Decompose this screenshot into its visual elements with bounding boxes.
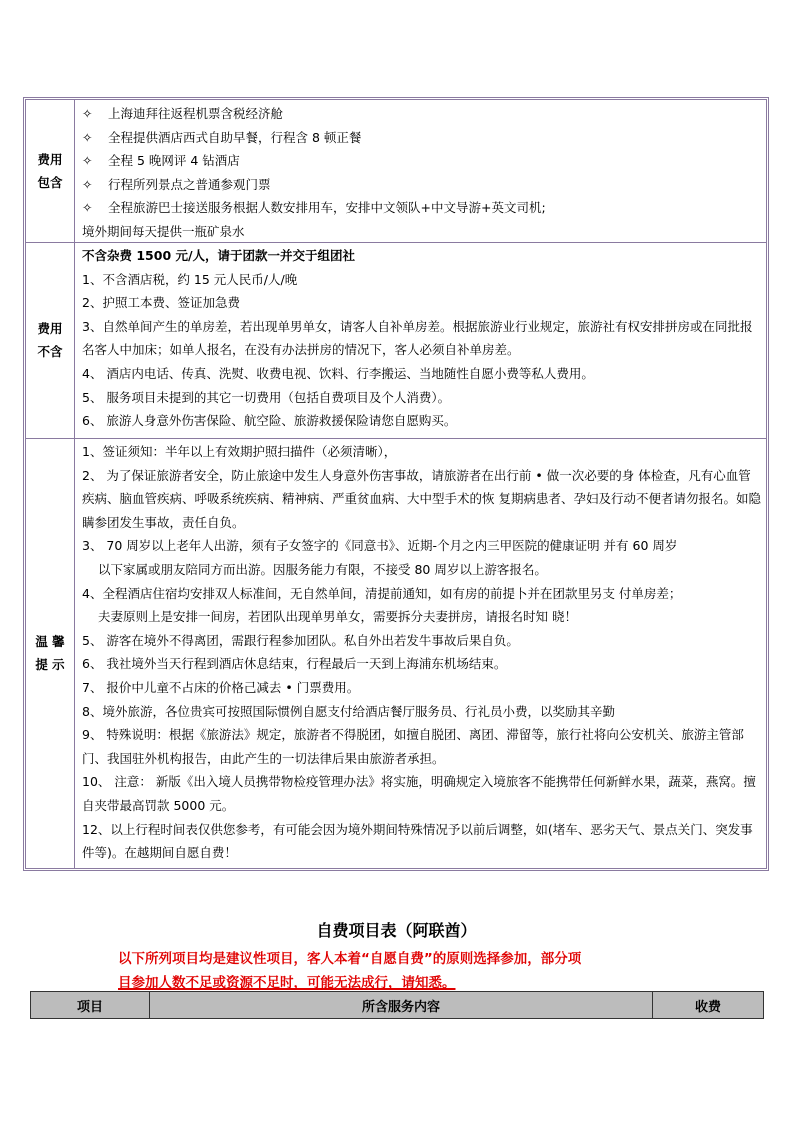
column-header-item: 项目 [31, 992, 150, 1018]
list-item: 3、自然单间产生的单房差，若出现单男单女，请客人自补单房差。根据旅游业行业规定，旅游社有权安排拼房或在同批报名客人中加床；如单人报名，在没有办法拼房的情况下，客人必须自补单房差。 [82, 318, 753, 358]
list-item: 1、不含酒店税，约 15 元人民币/人/晚 [82, 271, 298, 287]
list-item: 6、 我社境外当天行程到酒店休息结束，行程最后一天到上海浦东机场结束。 [82, 656, 507, 672]
optional-note-line2: 目参加人数不足或资源不足时，可能无法成行，请知悉。 [118, 975, 456, 991]
tips-label: 温 馨 提 示 [26, 438, 75, 868]
itinerary-terms-table [23, 97, 769, 871]
list-item: 1、签证须知：半年以上有效期护照扫描件（必须清晰）， [82, 444, 397, 459]
column-header-services: 所含服务内容 [150, 992, 653, 1018]
fee-included-row [26, 100, 766, 243]
diamond-bullet-icon: ✧ [82, 153, 93, 169]
list-item: 8、境外旅游，各位贵宾可按照国际惯例自愿支付给酒店餐厅服务员、行礼员小费，以奖励其辛勤 [82, 703, 615, 719]
diamond-bullet-icon: ✧ [82, 129, 93, 145]
fee-excluded-label: 费用 不含 [26, 242, 75, 438]
list-item: 境外期间每天提供一瓶矿泉水 [82, 223, 245, 239]
optional-items-title: 自费项目表（阿联酋） [316, 921, 477, 940]
list-item: ✧ 全程 5 晚网评 4 钻酒店 [82, 149, 762, 173]
fee-included-content [82, 102, 762, 244]
list-item: ✧ 行程所列景点之普通参观门票 [82, 173, 762, 197]
list-item: 2、护照工本费、签证加急费 [82, 295, 240, 311]
fee-included-label: 费用 包含 [26, 100, 75, 242]
list-item: 7、 报价中儿童不占床的价格己减去 • 门票费用。 [82, 679, 360, 695]
optional-items-table-header [30, 991, 764, 1019]
diamond-bullet-icon: ✧ [82, 106, 93, 121]
list-item: 3、 70 周岁以上老年人出游，须有子女签字的《同意书》、近期-个月之内三甲医院的健康证明 并有 60 周岁 [82, 538, 678, 554]
list-item: ✧ 全程提供酒店西式自助早餐，行程含 8 顿正餐 [82, 126, 762, 150]
list-item: 4、 酒店内电话、传真、洗熨、收费电视、饮料、行李搬运、当地随性自愿小费等私人费用。 [82, 365, 594, 381]
diamond-bullet-icon: ✧ [82, 200, 93, 216]
list-item: ✧ 全程旅游巴士接送服务根据人数安排用车，安排中文领队+中文导游+英文司机; [82, 196, 762, 220]
list-item: 夫妻原则上是安排一间房，若团队出现单男单女，需要拆分夫妻拼房，请报名时知 晓！ [98, 609, 577, 625]
column-header-fee: 收费 [694, 999, 721, 1015]
optional-note-line1: 以下所列项目均是建议性项目，客人本着“自愿自费”的原则选择参加，部分项 [118, 951, 582, 967]
tips-content [82, 440, 762, 865]
list-item: 5、 游客在境外不得离团，需跟行程参加团队。私自外出若发牛事故后果自负。 [82, 632, 519, 648]
tips-row [26, 438, 766, 868]
list-item: 4、全程酒店住宿均安排双人标准间，无自然单间，清提前通知，如有房的前提卜并在团款里另支 付单房差； [82, 585, 682, 601]
list-item: 10、 注意： 新版《出入境人员携带物检疫管理办法》将实施，明确规定入境旅客不能携带任何新鲜水果，蔬菜，燕窝。擅自夹带最高罚款 5000 元。 [82, 774, 756, 813]
fee-excluded-row [26, 242, 766, 439]
list-item: 2、 为了保证旅游者安全，防止旅途中发生人身意外伤害事故，请旅游者在出行前 • 做一次必要的身 体检查，凡有心血管疾病、脑血管疾病、呼吸系统疾病、精神病、严重贫血病、大中型手术的恢 复期病患者、孕妇及行动不便者请勿报名。如隐瞒参团发生事故，责任自负。 [82, 467, 761, 530]
diamond-bullet-icon: ✧ [82, 176, 93, 192]
list-item: 5、 服务项目未提到的其它一切费用（包括自费项目及个人消费）。 [82, 389, 451, 405]
list-item: ✧ 上海迪拜往返程机票含税经济舱 [82, 102, 762, 126]
list-item: 以下家属或朋友陪同方而出游。因服务能力有限，不接受 80 周岁以上游客报名。 [98, 561, 547, 577]
list-item: 9、 特殊说明：根据《旅游法》规定，旅游者不得脱团，如擅自脱团、离团、滞留等，旅行社将向公安机关、旅游主管部门、我国驻外机构报告，由此产生的一切法律后果由旅游者承担。 [82, 727, 744, 766]
list-item: 6、 旅游人身意外伤害保险、航空险、旅游救援保险请您自愿购买。 [82, 413, 457, 429]
list-item: 12、以上行程时间表仅供您参考，有可能会因为境外期间特殊情况予以前后调整，如(堵车、恶劣天气、景点关门、突发事件等)。在越期间自愿自费！ [82, 821, 753, 861]
fee-excluded-content [82, 244, 762, 433]
fee-excluded-headline: 不含杂费 1500 元/人，请于团款一并交于组团社 [82, 248, 356, 263]
